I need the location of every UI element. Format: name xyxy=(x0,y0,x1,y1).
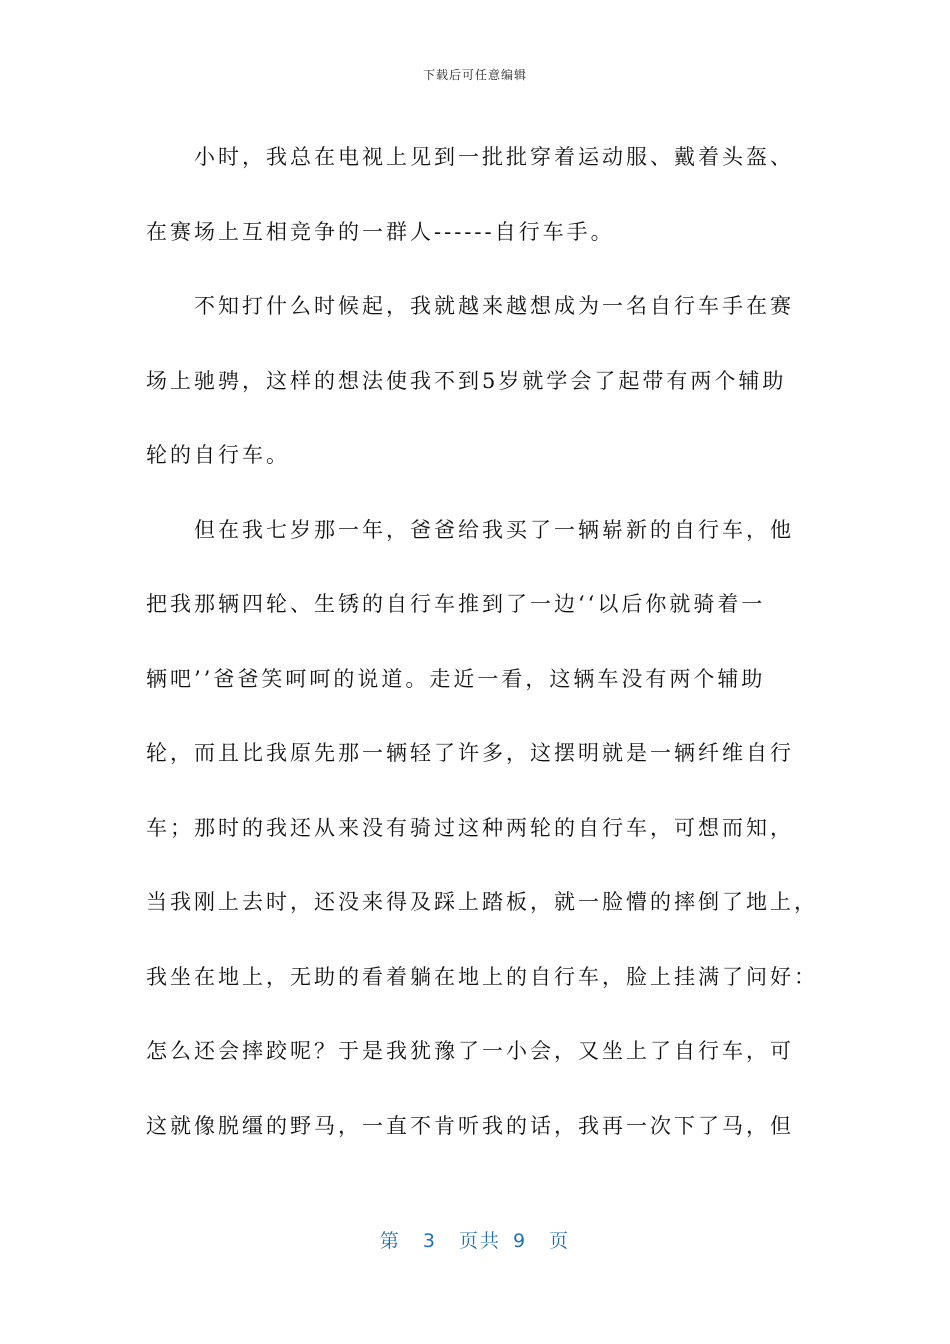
text-line: 车；那时的我还从来没有骑过这种两轮的自行车，可想而知， xyxy=(146,815,794,840)
text-line: 我坐在地上，无助的看着躺在地上的自行车，脸上挂满了问好： xyxy=(146,964,818,989)
text-line: 在赛场上互相竞争的一群人------自行车手。 xyxy=(146,219,615,244)
paragraph-1 xyxy=(146,120,810,269)
paragraph-2 xyxy=(146,269,810,493)
page-middle: 页共 xyxy=(458,1230,501,1252)
page-prefix: 第 xyxy=(379,1230,401,1252)
paragraph-3 xyxy=(146,493,818,1164)
text-line: 场上驰骋，这样的想法使我不到5岁就学会了起带有两个辅助 xyxy=(146,368,787,393)
text-line: 怎么还会摔跤呢？于是我犹豫了一小会，又坐上了自行车，可 xyxy=(146,1039,794,1063)
text-line: 轮的自行车。 xyxy=(146,443,290,467)
page-footer xyxy=(0,1226,950,1253)
document-body xyxy=(146,120,818,1163)
text-line: 小时，我总在电视上见到一批批穿着运动服、戴着头盔、 xyxy=(194,145,794,169)
text-line: 当我刚上去时，还没来得及踩上踏板，就一脸懵的摔倒了地上， xyxy=(146,890,818,914)
text-line: 辆吧’’爸爸笑呵呵的说道。走近一看，这辆车没有两个辅助 xyxy=(146,666,766,691)
page-number: 3 xyxy=(422,1230,437,1252)
text-line: 不知打什么时候起，我就越来越想成为一名自行车手在赛 xyxy=(194,294,794,318)
total-pages: 9 xyxy=(513,1230,528,1252)
text-line: 把我那辆四轮、生锈的自行车推到了一边‘‘以后你就骑着一 xyxy=(146,592,766,616)
page-suffix: 页 xyxy=(549,1230,571,1252)
text-line: 轮，而且比我原先那一辆轻了许多，这摆明就是一辆纤维自行 xyxy=(146,741,794,765)
text-line: 这就像脱缰的野马，一直不肯听我的话，我再一次下了马，但 xyxy=(146,1113,794,1138)
page-header-note: 下载后可任意编辑 xyxy=(422,68,527,82)
text-line: 但在我七岁那一年，爸爸给我买了一辆崭新的自行车，他 xyxy=(194,517,794,542)
